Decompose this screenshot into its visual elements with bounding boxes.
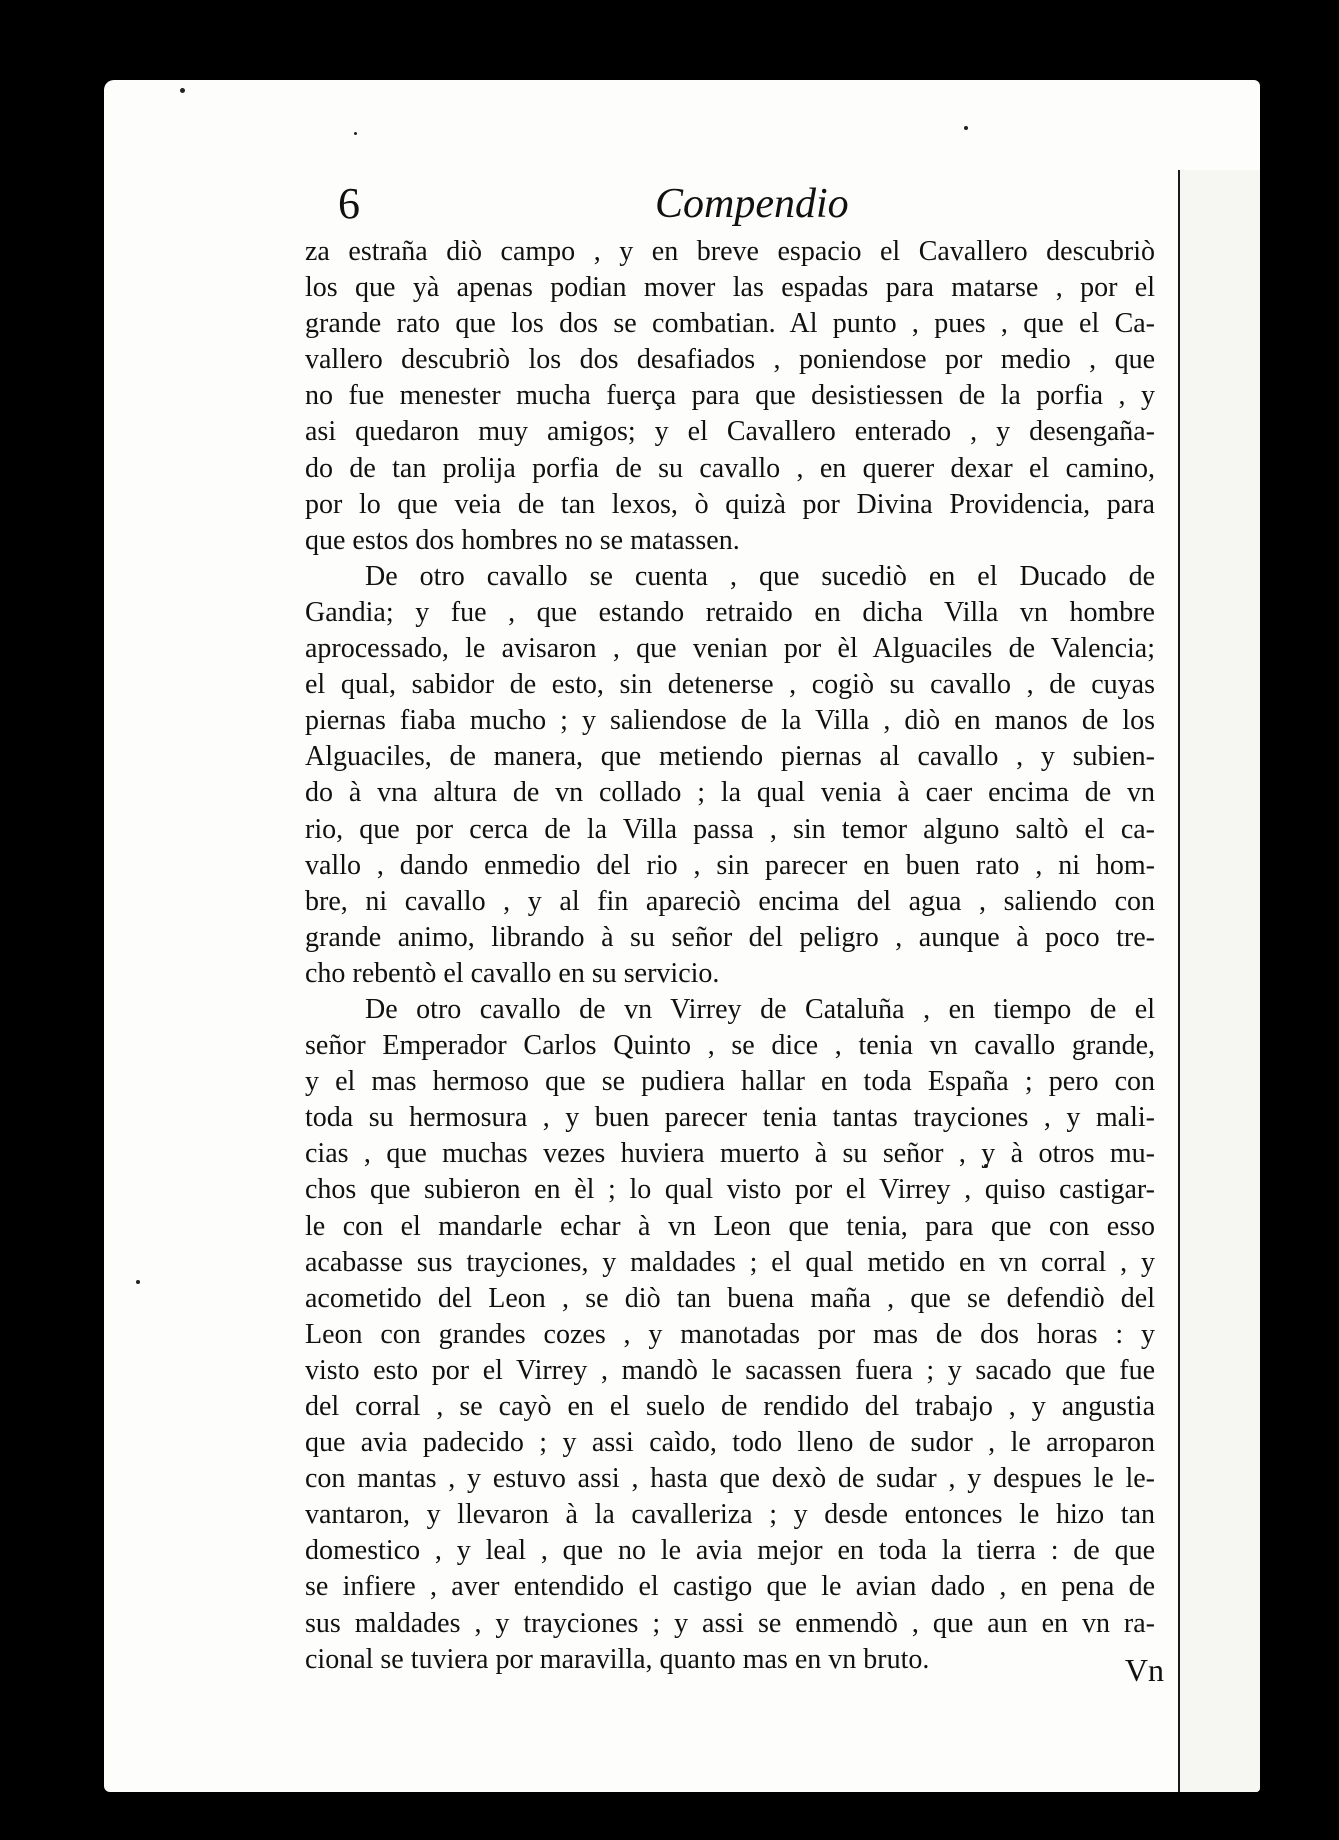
text-line: le con el mandarle echar à vn Leon que tenia, para que con esso: [305, 1210, 1155, 1242]
text-line: señor Emperador Carlos Quinto , se dice , tenia vn cavallo grande,: [305, 1030, 1155, 1062]
running-title: Compendio: [655, 181, 849, 227]
text-line: domestico , y leal , que no le avia mejor en toda la tierra : de que: [305, 1535, 1155, 1567]
text-line: y el mas hermoso que se pudiera hallar en toda España ; pero con: [305, 1066, 1155, 1098]
text-line: visto esto por el Virrey , mandò le sacassen fuera ; y sacado que fue: [305, 1354, 1155, 1386]
ink-speck: [136, 1280, 140, 1284]
text-line: Leon con grandes cozes , y manotadas por mas de dos horas : y: [305, 1318, 1155, 1350]
text-line: los que yà apenas podian mover las espadas para matarse , por el: [305, 272, 1155, 304]
text-line: do de tan prolija porfia de su cavallo , en querer dexar el camino,: [305, 452, 1155, 484]
ink-speck: [180, 88, 185, 93]
text-line: se infiere , aver entendido el castigo que le avian dado , en pena de: [305, 1571, 1155, 1603]
text-line: chos que subieron en èl ; lo qual visto por el Virrey , quiso castigar-: [305, 1174, 1155, 1206]
ink-speck: [964, 126, 968, 130]
text-line: aprocessado, le avisaron , que venian por èl Alguaciles de Valencia;: [305, 633, 1155, 665]
text-line: vallo , dando enmedio del rio , sin parecer en buen rato , ni hom-: [305, 849, 1155, 881]
text-line: cional se tuviera por maravilla, quanto mas en vn bruto.: [305, 1643, 930, 1675]
text-line: za estraña diò campo , y en breve espacio el Cavallero descubriò: [305, 236, 1155, 267]
text-line: no fue menester mucha fuerça para que desistiessen de la porfia , y: [305, 380, 1155, 412]
text-line: Gandia; y fue , que estando retraido en dicha Villa vn hombre: [305, 596, 1155, 628]
text-line: vallero descubriò los dos desafiados , poniendose por medio , que: [305, 344, 1155, 376]
text-line: cho rebentò el cavallo en su servicio.: [305, 957, 720, 989]
text-line: acometido del Leon , se diò tan buena maña , que se defendiò del: [305, 1282, 1155, 1314]
text-line: do à vna altura de vn collado ; la qual venia à caer encima de vn: [305, 777, 1155, 809]
text-line: bre, ni cavallo , y al fin apareciò encima del agua , saliendo con: [305, 885, 1155, 917]
paragraph-start-line: De otro cavallo de vn Virrey de Cataluña , en tiempo de el: [365, 993, 1155, 1025]
text-line: que estos dos hombres no se matassen.: [305, 524, 740, 556]
text-line: asi quedaron muy amigos; y el Cavallero enterado , y desengaña-: [305, 416, 1155, 448]
page-number: 6: [338, 179, 360, 228]
text-line: con mantas , y estuvo assi , hasta que dexò de sudar , y despues le le-: [305, 1463, 1155, 1495]
facing-page-edge: [1178, 170, 1260, 1792]
text-line: cias , que muchas vezes huviera muerto à su señor , y à otros mu-: [305, 1138, 1155, 1170]
text-line: vantaron, y llevaron à la cavalleriza ; y desde entonces le hizo tan: [305, 1499, 1155, 1531]
page-content: [205, 178, 1160, 1675]
text-line: toda su hermosura , y buen parecer tenia tantas trayciones , y mali-: [305, 1102, 1155, 1134]
text-line: rio, que por cerca de la Villa passa , sin temor alguno saltò el ca-: [305, 813, 1155, 845]
body-text: [305, 234, 1155, 1678]
text-line: el qual, sabidor de esto, sin detenerse , cogiò su cavallo , de cuyas: [305, 669, 1155, 701]
text-line: Alguaciles, de manera, que metiendo piernas al cavallo , y subien-: [305, 741, 1155, 773]
text-line: del corral , se cayò en el suelo de rendido del trabajo , y angustia: [305, 1391, 1155, 1422]
text-line: piernas fiaba mucho ; y saliendose de la Villa , diò en manos de los: [305, 705, 1155, 737]
text-line: grande animo, librando à su señor del peligro , aunque à poco tre-: [305, 921, 1155, 953]
text-line: acabasse sus trayciones, y maldades ; el qual metido en vn corral , y: [305, 1246, 1155, 1278]
paragraph-start-line: De otro cavallo se cuenta , que sucediò en el Ducado de: [365, 560, 1155, 592]
catchword: Vn: [1124, 1652, 1164, 1688]
text-line: por lo que veia de tan lexos, ò quizà por Divina Providencia, para: [305, 488, 1155, 520]
ink-speck: [354, 132, 357, 135]
text-line: grande rato que los dos se combatian. Al punto , pues , que el Ca-: [305, 308, 1155, 340]
text-line: sus maldades , y trayciones ; y assi se enmendò , que aun en vn ra-: [305, 1607, 1155, 1639]
text-line: que avia padecido ; y assi caìdo, todo lleno de sudor , le arroparon: [305, 1427, 1155, 1459]
